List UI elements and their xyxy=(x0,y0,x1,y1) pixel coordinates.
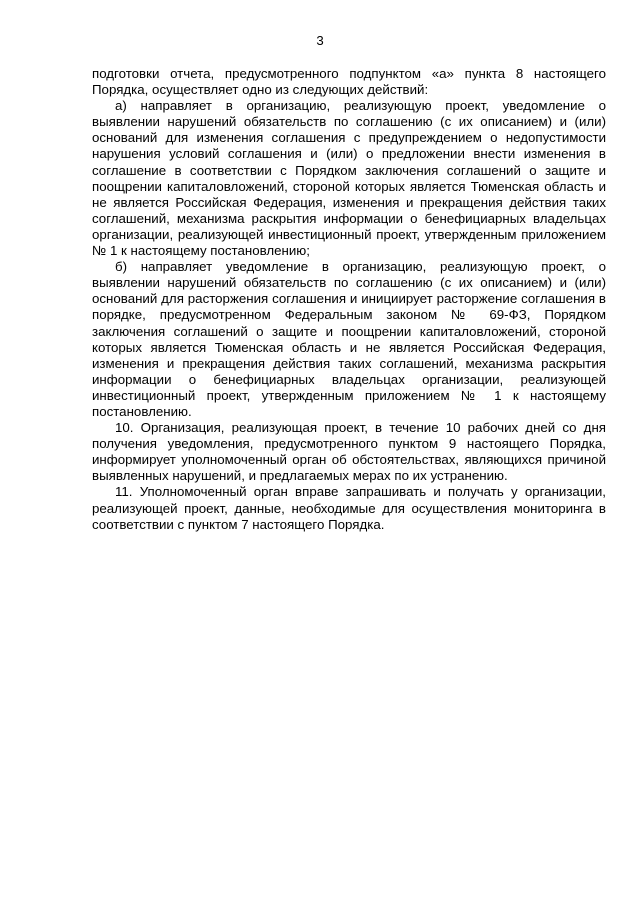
paragraph-10: 10. Организация, реализующая проект, в течение 10 рабочих дней со дня получения уведомления, предусмотренного пунктом 9 настоящего Порядка, информирует уполномоченный орган об обстоятельствах, являющихся причиной выявленных нарушений, и предлагаемых мерах по их устранению. xyxy=(92,420,606,484)
paragraph-item-b: б) направляет уведомление в организацию, реализующую проект, о выявлении нарушений обязательств по соглашению (с их описанием) и (или) оснований для расторжения соглашения и инициирует расторжение соглашения в порядке, предусмотренном Федеральным законом № 69-ФЗ, Порядком заключения соглашений о защите и поощрении капиталовложений, стороной которых является Тюменская область и не является Российская Федерация, изменения и прекращения действия таких соглашений, механизма раскрытия информации о бенефициарных владельцах организации, реализующей инвестиционный проект, утвержденным приложением № 1 к настоящему постановлению. xyxy=(92,259,606,419)
document-body xyxy=(92,66,606,533)
paragraph-11: 11. Уполномоченный орган вправе запрашивать и получать у организации, реализующей проект, данные, необходимые для осуществления мониторинга в соответствии с пунктом 7 настоящего Порядка. xyxy=(92,484,606,532)
paragraph-item-a: а) направляет в организацию, реализующую проект, уведомление о выявлении нарушений обязательств по соглашению (с их описанием) и (или) оснований для изменения соглашения с предупреждением о недопустимости нарушения условий соглашения и (или) о предложении внести изменения в соглашение в соответствии с Порядком заключения соглашений о защите и поощрении капиталовложений, стороной которых является Тюменская область и не является Российская Федерация, изменения и прекращения действия таких соглашений, механизма раскрытия информации о бенефициарных владельцах организации, реализующей инвестиционный проект, утвержденным приложением № 1 к настоящему постановлению; xyxy=(92,98,606,259)
page-number: 3 xyxy=(316,33,324,48)
paragraph-continuation: подготовки отчета, предусмотренного подпунктом «а» пункта 8 настоящего Порядка, осуществляет одно из следующих действий: xyxy=(92,66,606,98)
